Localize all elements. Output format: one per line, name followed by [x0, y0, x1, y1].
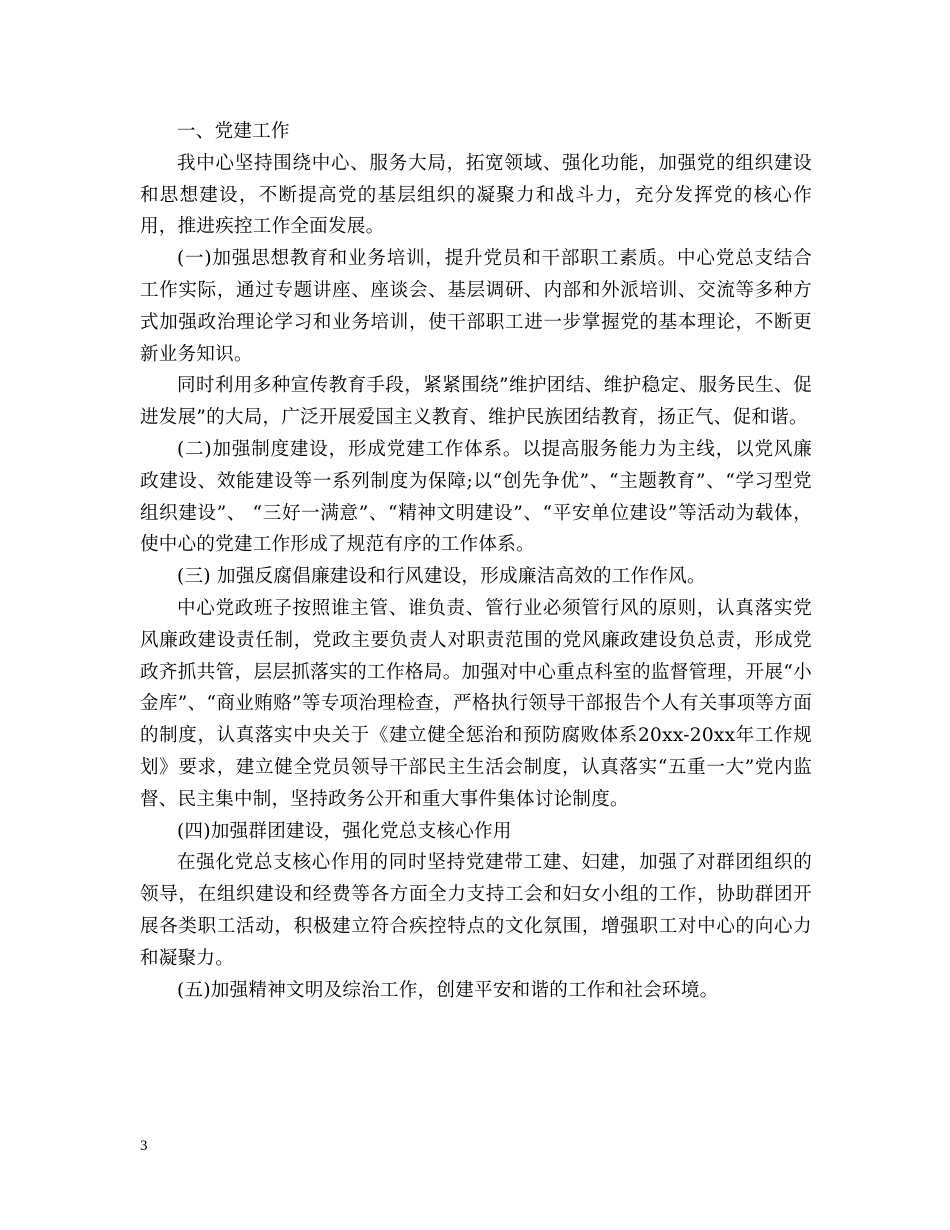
- paragraph: (五)加强精神文明及综治工作，创建平安和谐的工作和社会环境。: [177, 979, 719, 1001]
- paragraph: 在强化党总支核心作用的同时坚持党建带工建、妇建，加强了对群团组织的领导，在组织建设和经费等各方面全力支持工会和妇女小组的工作，协助群团开展各类职工活动，积极建立符合疾控特点的文化氛围，增强职工对中心的向心力和凝聚力。: [140, 852, 812, 969]
- paragraph: (三) 加强反腐倡廉建设和行风建设，形成廉洁高效的工作作风。: [177, 566, 706, 588]
- paragraph: 我中心坚持围绕中心、服务大局，拓宽领域、强化功能，加强党的组织建设和思想建设，不断提高党的基层组织的凝聚力和战斗力，充分发挥党的核心作用，推进疾控工作全面发展。: [140, 152, 812, 238]
- paragraph: (四)加强群团建设，强化党总支核心作用: [177, 820, 512, 842]
- document-body: [140, 116, 812, 1006]
- paragraph: (二)加强制度建设，形成党建工作体系。以提高服务能力为主线，以党风廉政建设、效能建设等一系列制度为保障;以“创先争优”、“主题教育”、“学习型党组织建设”、 “三好一满意”、“精神文明建设”、“平安单位建设”等活动为载体，使中心的党建工作形成了规范有序的工作体系。: [140, 438, 812, 556]
- paragraph: 同时利用多种宣传教育手段，紧紧围绕”维护团结、维护稳定、服务民生、促进发展”的大局，广泛开展爱国主义教育、维护民族团结教育，扬正气、促和谐。: [140, 375, 812, 429]
- paragraph: 中心党政班子按照谁主管、谁负责、管行业必须管行风的原则，认真落实党风廉政建设责任制，党政主要负责人对职责范围的党风廉政建设负总责，形成党政齐抓共管，层层抓落实的工作格局。加强对中心重点科室的监督管理，开展“小金库”、“商业贿赂”等专项治理检查，严格执行领导干部报告个人有关事项等方面的制度，认真落实中央关于《建立健全惩治和预防腐败体系20xx-20xx年工作规划》要求，建立健全党员领导干部民主生活会制度，认真落实“五重一大”党内监督、民主集中制，坚持政务公开和重大事件集体讨论制度。: [140, 597, 812, 810]
- paragraph: (一)加强思想教育和业务培训，提升党员和干部职工素质。中心党总支结合工作实际，通过专题讲座、座谈会、基层调研、内部和外派培训、交流等多种方式加强政治理论学习和业务培训，使干部职工进一步掌握党的基本理论，不断更新业务知识。: [140, 248, 812, 365]
- section-heading: 一、党建工作: [177, 121, 290, 142]
- page-number: 3: [140, 1138, 148, 1154]
